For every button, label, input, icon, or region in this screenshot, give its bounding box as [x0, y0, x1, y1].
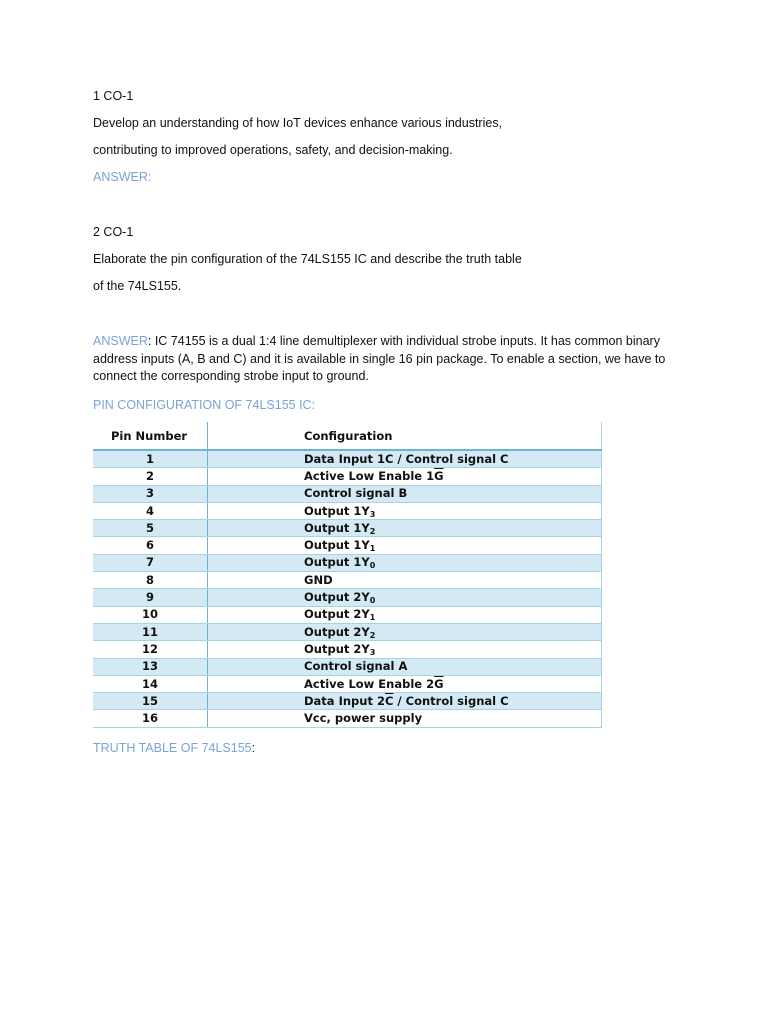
pin-number-cell: 14 [93, 675, 208, 692]
table-row [93, 606, 602, 623]
question-2-number: 2 CO-1 [93, 225, 134, 239]
subscript-index: 2 [369, 630, 376, 640]
configuration-text: Output 2Y [304, 590, 370, 605]
question-2-text-line-1: Elaborate the pin configuration of the 74LS155 IC and describe the truth table [93, 252, 522, 266]
subscript-index: 1 [369, 544, 376, 554]
configuration-cell [208, 710, 602, 727]
subscript-index: 3 [369, 647, 376, 657]
configuration-text: Output 1Y [304, 555, 370, 570]
configuration-cell [208, 450, 602, 468]
pin-number-cell: 15 [93, 693, 208, 710]
configuration-cell [208, 502, 602, 519]
table-row [93, 710, 602, 727]
subscript-index: 1 [369, 613, 376, 623]
configuration-text: Output 2Y [304, 641, 370, 656]
pin-number-cell: 1 [93, 450, 208, 468]
configuration-text: Data Input 2 [304, 693, 385, 708]
configuration-cell [208, 572, 602, 589]
configuration-text: Output 1Y [304, 520, 370, 535]
question-2-answer-text: : IC 74155 is a dual 1:4 line demultiplexer with individual strobe inputs. It has common binary address inputs (A, B and C) and it is available in single 16 pin package. To enable a section, we have to connect the corresponding strobe input to ground. [93, 334, 666, 383]
table-row [93, 520, 602, 537]
question-1-text-line-2: contributing to improved operations, safety, and decision-making. [93, 143, 453, 157]
configuration-text: Vcc, power supply [304, 711, 423, 726]
configuration-text: Output 1Y [304, 538, 370, 553]
configuration-text: Control signal B [304, 486, 408, 501]
subscript-index: 0 [369, 561, 376, 571]
truth-table-heading-colon: : [251, 741, 256, 755]
table-row [93, 589, 602, 606]
pin-number-cell: 8 [93, 572, 208, 589]
configuration-text: Output 2Y [304, 607, 370, 622]
configuration-cell [208, 485, 602, 502]
question-1-answer-label: ANSWER: [93, 170, 152, 184]
configuration-cell [208, 554, 602, 571]
configuration-text: GND [304, 572, 333, 587]
pin-number-cell: 12 [93, 641, 208, 658]
table-row [93, 554, 602, 571]
configuration-cell [208, 537, 602, 554]
overline-signal: $\overline{G}$ [434, 676, 444, 691]
question-1-text-line-1: Develop an understanding of how IoT devices enhance various industries, [93, 116, 503, 130]
overline-signal: $\overline{C}$ [384, 693, 394, 708]
configuration-cell [208, 675, 602, 692]
pin-number-cell: 7 [93, 554, 208, 571]
configuration-text: Output 2Y [304, 624, 370, 639]
question-2-answer [93, 333, 678, 386]
pin-number-cell: 9 [93, 589, 208, 606]
configuration-text: Control signal A [304, 659, 408, 674]
configuration-header: Configuration [208, 422, 602, 450]
configuration-text-suffix: / Control signal C [393, 693, 509, 708]
truth-table-heading-label: TRUTH TABLE OF 74LS155 [93, 741, 252, 755]
table-row [93, 572, 602, 589]
configuration-cell [208, 641, 602, 658]
table-header-row [93, 422, 602, 450]
pin-number-cell: 6 [93, 537, 208, 554]
table-row [93, 658, 602, 675]
pin-number-header: Pin Number [93, 422, 208, 450]
pin-number-cell: 4 [93, 502, 208, 519]
pin-number-cell: 2 [93, 468, 208, 485]
table-row [93, 537, 602, 554]
pin-number-cell: 5 [93, 520, 208, 537]
configuration-cell [208, 658, 602, 675]
pin-number-cell: 13 [93, 658, 208, 675]
truth-table-heading [93, 740, 255, 756]
pin-table-body [93, 450, 602, 727]
configuration-text: Data Input 1C / Control signal C [304, 451, 509, 466]
configuration-cell [208, 693, 602, 710]
table-row [93, 468, 602, 485]
question-2-answer-label: ANSWER [93, 334, 148, 348]
pin-number-cell: 11 [93, 623, 208, 640]
subscript-index: 2 [369, 526, 376, 536]
table-row [93, 502, 602, 519]
overline-signal: $\overline{G}$ [434, 468, 444, 483]
pin-configuration-table [93, 422, 602, 728]
configuration-cell [208, 520, 602, 537]
question-2-text-line-2: of the 74LS155. [93, 279, 182, 293]
table-row [93, 641, 602, 658]
configuration-cell [208, 623, 602, 640]
pin-number-cell: 3 [93, 485, 208, 502]
configuration-cell [208, 589, 602, 606]
question-1-number: 1 CO-1 [93, 89, 134, 103]
configuration-text: Output 1Y [304, 503, 370, 518]
configuration-text: Active Low Enable 2 [304, 676, 435, 691]
table-row [93, 675, 602, 692]
subscript-index: 0 [369, 596, 376, 606]
configuration-cell [208, 468, 602, 485]
pin-number-cell: 10 [93, 606, 208, 623]
table-row [93, 623, 602, 640]
table-row [93, 693, 602, 710]
table-row [93, 485, 602, 502]
pin-configuration-heading: PIN CONFIGURATION OF 74LS155 IC: [93, 398, 316, 412]
table-row [93, 450, 602, 468]
configuration-text: Active Low Enable 1 [304, 468, 435, 483]
subscript-index: 3 [369, 509, 376, 519]
configuration-cell [208, 606, 602, 623]
pin-number-cell: 16 [93, 710, 208, 727]
